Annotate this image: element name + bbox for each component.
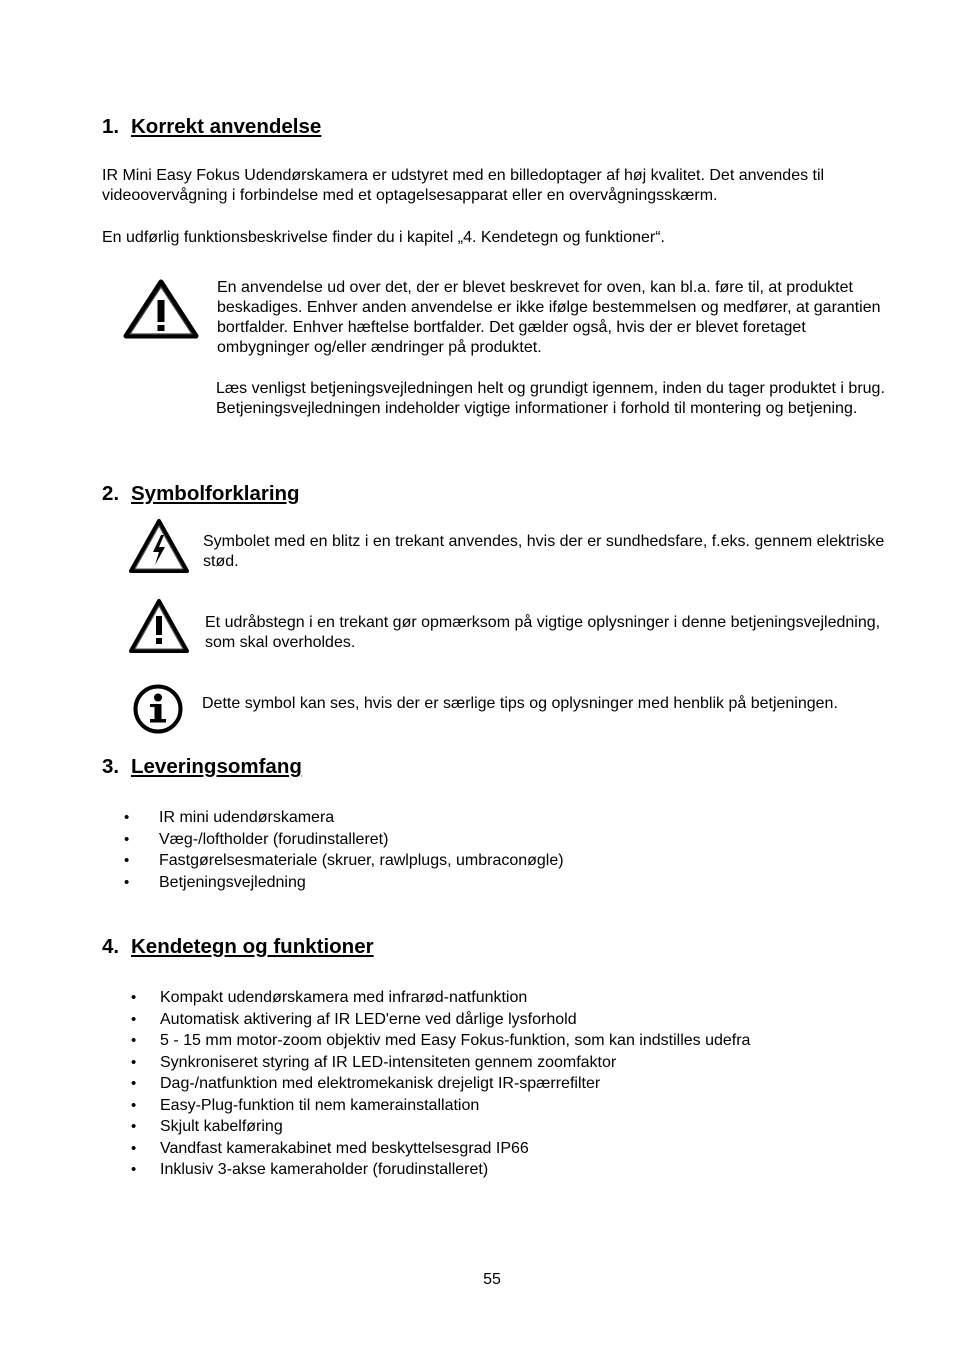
list-item bbox=[124, 807, 884, 829]
list-item-text: Synkroniseret styring af IR LED-intensiteten gennem zoomfaktor bbox=[160, 1053, 617, 1071]
list-item-text: Kompakt udendørskamera med infrarød-natfunktion bbox=[160, 989, 528, 1006]
list-item bbox=[124, 829, 884, 851]
list-item bbox=[124, 850, 884, 872]
bullet: • bbox=[124, 809, 130, 826]
list-item-text: Vandfast kamerakabinet med beskyttelsesgrad IP66 bbox=[160, 1139, 529, 1157]
bullet: • bbox=[124, 830, 130, 848]
intro-paragraph: IR Mini Easy Fokus Udendørskamera er udstyret med en billedoptager af høj kvalitet. Det anvendes til videoovervågning i forbindelse med et optagelsesapparat eller en overvågningsskærm. bbox=[102, 167, 825, 204]
symbol-3-description: Dette symbol kan ses, hvis der er særlige tips og oplysninger med henblik på betjeningen. bbox=[202, 695, 838, 712]
section-2-heading bbox=[102, 482, 802, 508]
list-item-text: Dag-/natfunktion med elektromekanisk drejeligt IR-spærrefilter bbox=[160, 1075, 601, 1092]
delivery-list bbox=[124, 807, 884, 893]
list-item-text: Easy-Plug-funktion til nem kamerainstallation bbox=[160, 1096, 480, 1114]
list-item-text: Inklusiv 3-akse kameraholder (forudinstalleret) bbox=[160, 1161, 489, 1178]
bullet: • bbox=[131, 989, 137, 1006]
list-item bbox=[131, 987, 891, 1009]
section-1-heading bbox=[102, 115, 802, 141]
list-item bbox=[131, 1095, 891, 1117]
section-number: 4. bbox=[102, 935, 120, 958]
bullet: • bbox=[131, 1075, 137, 1092]
list-item-text: Fastgørelsesmateriale (skruer, rawlplugs, umbraconøgle) bbox=[159, 852, 564, 869]
warning-paragraph: En anvendelse ud over det, der er blevet beskrevet for oven, kan bl.a. føre til, at produktet beskadiges. Enhver anden anvendelse er ikke ifølge bestemmelsen og medfører, at garantien bortfalder. Enhver hæftelse bortfalder. Det gælder også, hvis der er blevet foretaget ombygninger og/eller ændringer på produktet. bbox=[217, 279, 881, 356]
bullet: • bbox=[131, 1032, 137, 1049]
section-title: Symbolforklaring bbox=[131, 482, 300, 505]
bullet: • bbox=[131, 1096, 137, 1114]
section-title: Leveringsomfang bbox=[131, 755, 302, 778]
list-item bbox=[131, 1009, 891, 1031]
list-item-text: Automatisk aktivering af IR LED'erne ved dårlige lysforhold bbox=[160, 1010, 577, 1028]
section-4-heading bbox=[102, 935, 802, 961]
list-item bbox=[131, 1030, 891, 1052]
list-item-text: IR mini udendørskamera bbox=[159, 809, 335, 826]
info-icon bbox=[132, 683, 184, 735]
list-item bbox=[124, 872, 884, 894]
bullet: • bbox=[131, 1161, 137, 1178]
section-3-heading bbox=[102, 755, 802, 781]
list-item bbox=[131, 1159, 891, 1181]
section-title: Korrekt anvendelse bbox=[131, 115, 322, 138]
section-number: 3. bbox=[102, 755, 120, 778]
bullet: • bbox=[124, 852, 130, 869]
bullet: • bbox=[131, 1053, 137, 1071]
list-item bbox=[131, 1052, 891, 1074]
reference-paragraph: En udførlig funktionsbeskrivelse finder du i kapitel „4. Kendetegn og funktioner“. bbox=[102, 229, 665, 246]
warning-icon bbox=[122, 278, 200, 340]
list-item-text: 5 - 15 mm motor-zoom objektiv med Easy Fokus-funktion, som kan indstilles udefra bbox=[160, 1032, 751, 1049]
list-item-text: Skjult kabelføring bbox=[160, 1118, 283, 1135]
symbol-1-description: Symbolet med en blitz i en trekant anvendes, hvis der er sundhedsfare, f.eks. gennem elektriske stød. bbox=[203, 533, 885, 570]
symbol-2-description: Et udråbstegn i en trekant gør opmærksom på vigtige oplysninger i denne betjeningsvejledning, som skal overholdes. bbox=[205, 614, 881, 651]
section-number: 1. bbox=[102, 115, 120, 138]
section-number: 2. bbox=[102, 482, 120, 505]
list-item bbox=[131, 1116, 891, 1138]
read-manual-paragraph: Læs venligst betjeningsvejledningen helt og grundigt igennem, inden du tager produktet i brug. Betjeningsvejledningen indeholder vigtige informationer i forhold til montering og betjening. bbox=[216, 380, 885, 417]
list-item-text: Væg-/loftholder (forudinstalleret) bbox=[159, 830, 389, 848]
bullet: • bbox=[131, 1010, 137, 1028]
list-item-text: Betjeningsvejledning bbox=[159, 873, 306, 891]
lightning-warning-icon bbox=[128, 518, 190, 574]
section-title: Kendetegn og funktioner bbox=[131, 935, 374, 958]
exclamation-warning-icon bbox=[128, 598, 190, 654]
list-item bbox=[131, 1073, 891, 1095]
bullet: • bbox=[124, 873, 130, 891]
page-number: 55 bbox=[483, 1271, 501, 1288]
features-list bbox=[131, 987, 891, 1181]
bullet: • bbox=[131, 1139, 137, 1157]
bullet: • bbox=[131, 1118, 137, 1135]
list-item bbox=[131, 1138, 891, 1160]
